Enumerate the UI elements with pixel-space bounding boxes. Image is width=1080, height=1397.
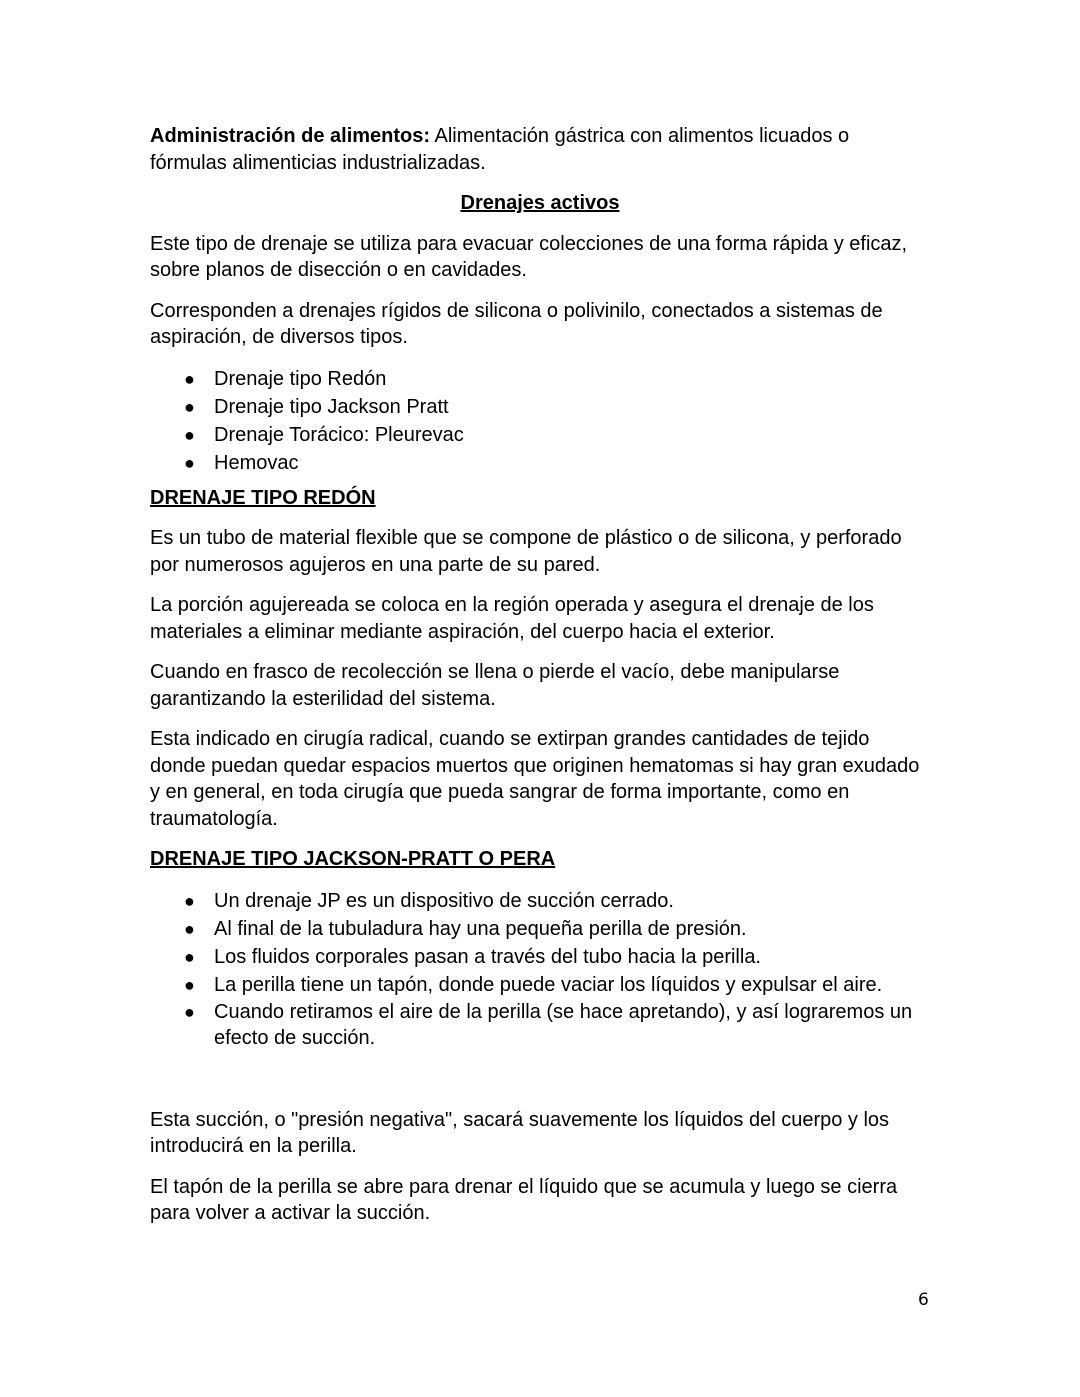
drain-types-list: [150, 365, 930, 477]
bullet-icon: ●: [184, 918, 195, 939]
intro-label: Administración de alimentos:: [150, 125, 431, 147]
paragraph: Esta indicado en cirugía radical, cuando se extirpan grandes cantidades de tejido donde puedan quedar espacios muertos que originen hematomas si hay gran exudado y en general, en toda cirugía que pueda sangrar de forma importante, como en traumatología.: [150, 728, 920, 830]
heading-redon: DRENAJE TIPO REDÓN: [150, 486, 376, 509]
bullet-icon: ●: [184, 1001, 195, 1022]
paragraph: El tapón de la perilla se abre para drenar el líquido que se acumula y luego se cierra para volver a activar la succión.: [150, 1175, 898, 1224]
bullet-icon: ●: [184, 890, 195, 911]
section-title-drenajes-activos: Drenajes activos: [460, 192, 620, 214]
list-item-text: Un drenaje JP es un dispositivo de succión cerrado.: [214, 889, 674, 912]
list-item-text: Cuando retiramos el aire de la perilla (se hace apretando), y así lograremos un efecto de succión.: [214, 1000, 913, 1049]
list-item: [150, 915, 930, 943]
intro-paragraph: [150, 123, 930, 176]
page-number: 6: [918, 1290, 929, 1310]
paragraph: Es un tubo de material flexible que se compone de plástico o de silicona, y perforado por numerosos agujeros en una parte de su pared.: [150, 527, 902, 576]
list-item: [150, 971, 930, 999]
list-item-text: Al final de la tubuladura hay una pequeña perilla de presión.: [214, 917, 747, 940]
spacer: [150, 1059, 930, 1107]
paragraph: Cuando en frasco de recolección se llena o pierde el vacío, debe manipularse garantizando la esterilidad del sistema.: [150, 661, 840, 710]
list-item: [150, 421, 930, 449]
list-item-text: Los fluidos corporales pasan a través del tubo hacia la perilla.: [214, 945, 761, 968]
list-item: [150, 943, 930, 971]
list-item: [150, 887, 930, 915]
list-item-text: Drenaje Torácico: Pleurevac: [214, 423, 464, 446]
list-item: [150, 999, 930, 1051]
intro-text: Alimentación gástrica con alimentos licuados o fórmulas alimenticias industrializadas.: [150, 125, 850, 174]
document-page: [150, 123, 930, 1241]
bullet-icon: ●: [184, 424, 195, 445]
list-item-text: Hemovac: [214, 451, 299, 474]
bullet-icon: ●: [184, 396, 195, 417]
bullet-icon: ●: [184, 452, 195, 473]
paragraph: Esta succión, o "presión negativa", sacará suavemente los líquidos del cuerpo y los introducirá en la perilla.: [150, 1108, 890, 1157]
list-item: [150, 449, 930, 477]
list-item-text: La perilla tiene un tapón, donde puede vaciar los líquidos y expulsar el aire.: [214, 973, 883, 996]
list-item: [150, 393, 930, 421]
list-item-text: Drenaje tipo Redón: [214, 367, 387, 390]
paragraph: La porción agujereada se coloca en la región operada y asegura el drenaje de los materiales a eliminar mediante aspiración, del cuerpo hacia el exterior.: [150, 594, 874, 643]
list-item: [150, 365, 930, 393]
bullet-icon: ●: [184, 974, 195, 995]
list-item-text: Drenaje tipo Jackson Pratt: [214, 395, 449, 418]
heading-jackson-pratt: DRENAJE TIPO JACKSON-PRATT O PERA: [150, 848, 556, 870]
bullet-icon: ●: [184, 368, 195, 389]
bullet-icon: ●: [184, 946, 195, 967]
paragraph: Este tipo de drenaje se utiliza para evacuar colecciones de una forma rápida y eficaz, sobre planos de disección o en cavidades.: [150, 232, 908, 281]
paragraph: Corresponden a drenajes rígidos de silicona o polivinilo, conectados a sistemas de aspiración, de diversos tipos.: [150, 299, 883, 348]
jackson-pratt-list: [150, 887, 930, 1051]
